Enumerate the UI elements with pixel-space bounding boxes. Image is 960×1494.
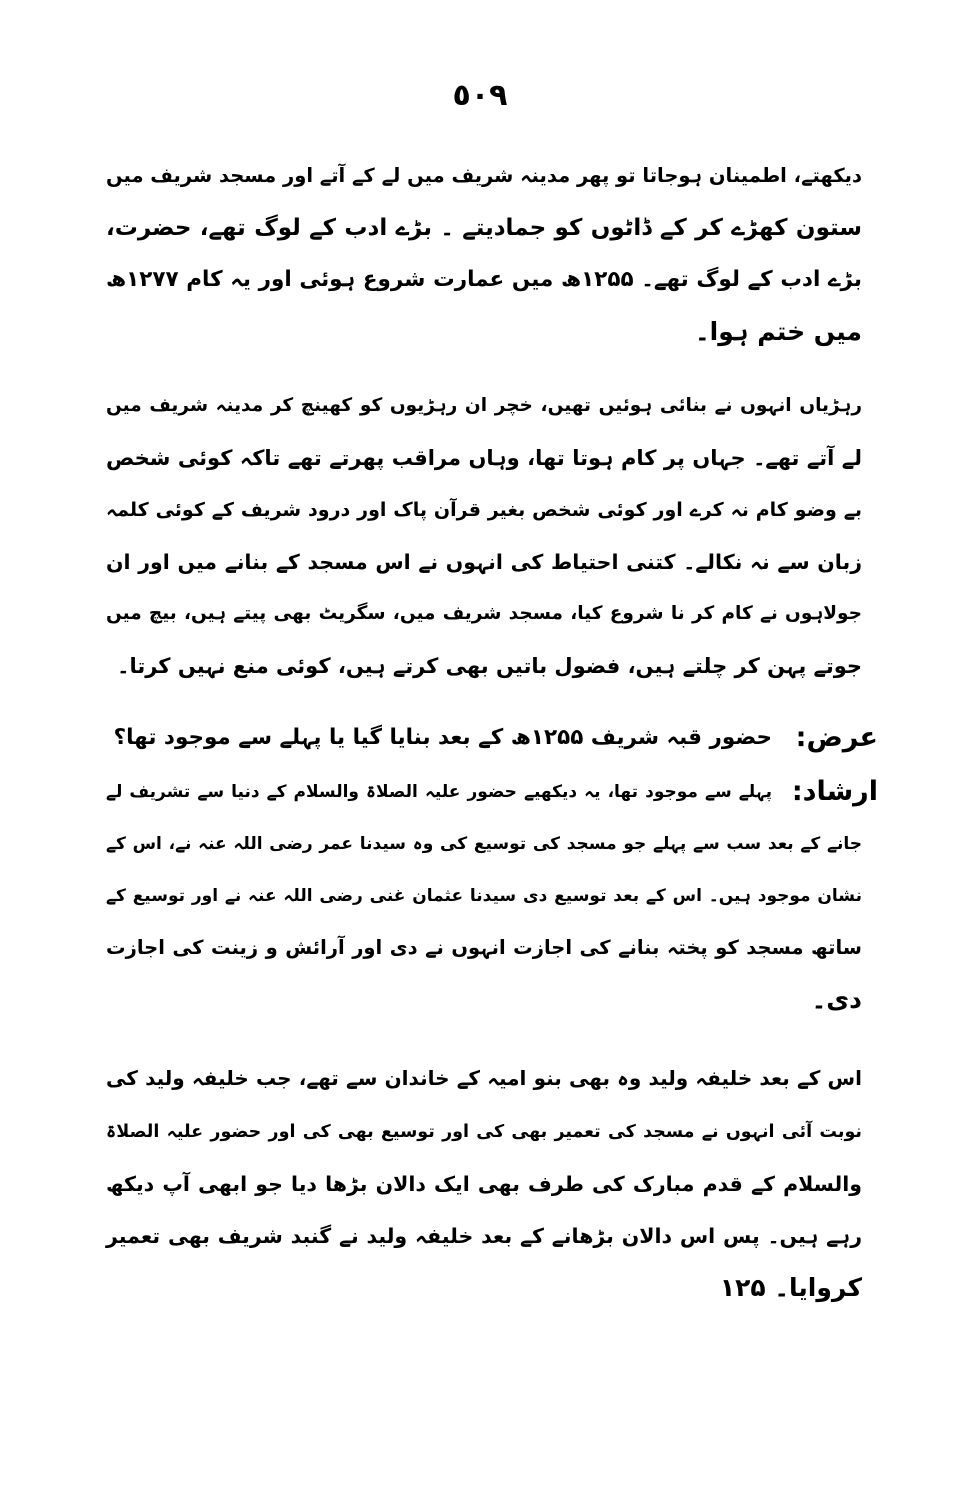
text-line: اس کے بعد خلیفہ ولید وہ بھی بنو امیہ کے خاندان سے تھے، جب خلیفہ ولید کی [106,1066,862,1090]
answer-label: ارشاد: [791,776,878,807]
text-line: کروایا۔ ۱۲۵ [719,1273,862,1302]
page-number: ٥٠٩ [452,78,508,113]
text-line: بڑے ادب کے لوگ تھے۔ ۱۲۵۵ھ میں عمارت شروع ہوئی اور یہ کام ۱۲۷۷ھ [106,267,863,292]
text-line: رہے ہیں۔ پس اس دالان بڑھانے کے بعد خلیفہ ولید نے گنبد شریف بھی تعمیر [106,1224,862,1248]
text-line: رہڑیاں انہوں نے بنائی ہوئیں تھیں، خچر ان رہڑیوں کو کھینچ کر مدینہ شریف میں [106,395,862,416]
text-line: نشان موجود ہیں۔ اس کے بعد توسیع دی سیدنا عثمان غنی رضی اللہ عنہ نے اور توسیع کے [106,886,862,906]
text-line: پہلے سے موجود تھا، یہ دیکھیے حضور علیہ الصلاۃ والسلام کے دنیا سے تشریف لے [106,782,772,802]
text-line: جانے کے بعد سب سے پہلے جو مسجد کی توسیع کی وہ سیدنا عمر رضی اللہ عنہ نے، اس کے [106,834,862,854]
question-text: حضور قبہ شریف ۱۲۵۵ھ کے بعد بنایا گیا یا پہلے سے موجود تھا؟ [113,725,772,750]
text-line: جولاہوں نے کام کر نا شروع کیا، مسجد شریف میں، سگریٹ بھی پیتے ہیں، بیچ میں [106,603,862,624]
text-line: ستون کھڑے کر کے ڈاٹوں کو جمادیتے ۔ بڑے ادب کے لوگ تھے، حضرت، [106,215,862,241]
text-line: جوتے پہن کر چلتے ہیں، فضول باتیں بھی کرتے ہیں، کوئی منع نہیں کرتا۔ [117,654,862,678]
text-line: دی۔ [811,985,862,1014]
text-line: لے آتے تھے۔ جہاں پر کام ہوتا تھا، وہاں مراقب پھرتے تھے تاکہ کوئی شخص [106,446,862,470]
text-line: بے وضو کام نہ کرے اور کوئی شخص بغیر قرآن پاک اور درود شریف کے کوئی کلمہ [106,499,862,521]
text-line: زبان سے نہ نکالے۔ کتنی احتیاط کی انہوں نے اس مسجد کے بنانے میں اور ان [106,550,862,574]
text-line: میں ختم ہوا۔ [695,317,862,346]
text-line: والسلام کے قدم مبارک کی طرف بھی ایک دالان بڑھا دیا جو ابھی آپ دیکھ [106,1172,862,1196]
question-label: عرض: [795,722,878,753]
text-line: نوبت آئی انہوں نے مسجد کی تعمیر بھی کی اور توسیع بھی کی اور حضور علیہ الصلاۃ [106,1122,862,1142]
text-line: دیکھتے، اطمینان ہوجاتا تو پھر مدینہ شریف میں لے کے آتے اور مسجد شریف میں [105,164,862,187]
text-line: ساتھ مسجد کو پختہ بنانے کی اجازت انہوں نے دی اور آرائش و زینت کی اجازت [106,936,862,959]
